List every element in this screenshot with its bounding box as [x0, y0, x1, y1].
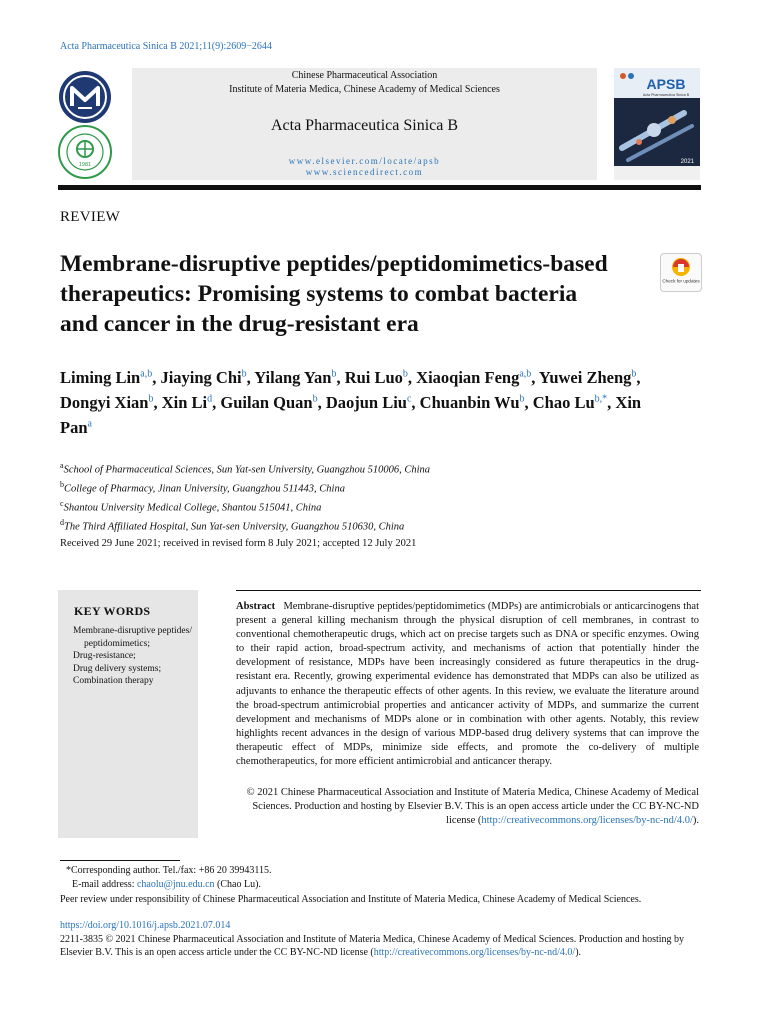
author-name: Yuwei Zheng [538, 367, 632, 387]
email-line [60, 878, 700, 892]
author-separator: , [317, 392, 326, 412]
author-name: Chao Lu [532, 392, 595, 412]
author-name: Chuanbin Wu [419, 392, 520, 412]
author [220, 393, 325, 412]
author [160, 368, 254, 387]
footer [60, 919, 700, 960]
author-affiliation-marker[interactable]: a,b [519, 368, 532, 379]
abstract-text: Membrane-disruptive peptides/peptidomimetics (MDPs) are antimicrobials or anticarcinogens that present a general killing mechanism through the physical disruption of cell membranes, in contrast to conventional chemotherapeutic drugs, which act on precise targets such as DNA or specific enzymes. Owing to their rapid action, broad-spectrum activity, and mechanisms of action that potentially hinder the development of resistance, MDPs have been increasingly considered as future therapeutics in the drug-resistant era. Recently, growing experimental evidence has demonstrated that MDPs can also be utilized as adjuvants to enhance the therapeutic effects of other agents. In this review, we evaluate the literature around the broad-spectrum antimicrobial properties and anticancer activity of MDPs, and summarize the current development and mechanisms of MDPs alone or in combination with other agents. Notably, this review highlights recent advances in the design of various MDP-based drug delivery systems that can improve the therapeutic effect of MDPs, minimize side effects, and promote the co-delivery of multiple chemotherapeutics, for more efficient antimicrobial and anticancer therapy. [236, 601, 699, 768]
author-affiliation-marker[interactable]: b [312, 393, 318, 404]
header-associations [132, 69, 597, 97]
author-name: Jiaying Chi [160, 367, 242, 387]
journal-citation[interactable]: Acta Pharmaceutica Sinica B 2021;11(9):2609−2644 [60, 41, 272, 52]
author [416, 368, 539, 387]
author-name: Liming Lin [60, 367, 141, 387]
affiliation-text: College of Pharmacy, Jinan University, Guangzhou 511443, China [64, 483, 345, 495]
author-separator: , [636, 367, 641, 387]
author-affiliation-marker[interactable]: d [207, 393, 213, 404]
author-list [60, 363, 660, 438]
affiliation [60, 497, 700, 516]
affiliation-text: Shantou University Medical College, Shantou 515041, China [63, 502, 322, 514]
author-affiliation-marker[interactable]: b [519, 393, 525, 404]
affiliation-key: d [60, 518, 64, 527]
author-separator: , [407, 367, 417, 387]
doi-link[interactable]: https://doi.org/10.1016/j.apsb.2021.07.014 [60, 920, 231, 931]
author [326, 393, 420, 412]
author-separator: , [411, 392, 420, 412]
affiliation-key: a [60, 461, 64, 470]
author-separator: , [607, 392, 616, 412]
cover-subtitle: Acta Pharmaceutica Sinica B [642, 93, 690, 97]
abstract-rule [236, 590, 701, 591]
author-separator: , [153, 392, 162, 412]
keywords-title: KEY WORDS [74, 604, 151, 618]
affiliation [60, 459, 700, 478]
author [345, 368, 416, 387]
journal-name: Acta Pharmaceutica Sinica B [270, 117, 459, 134]
issn-text: 2211-3835 © 2021 Chinese Pharmaceutical Association and Institute of Materia Medica, Chinese Academy of Medical Sciences. Production and hosting by Elsevier B.V. This is an open access article under the CC BY-NC-ND license [60, 933, 685, 959]
author [420, 393, 533, 412]
affiliation [60, 516, 700, 535]
abstract [236, 600, 699, 769]
association-line-2: Institute of Materia Medica, Chinese Academy of Medical Sciences [229, 84, 500, 95]
article-title: Membrane-disruptive peptides/peptidomimetics-based therapeutics: Promising systems to combat bacteria and cancer in the drug-resistant era [60, 251, 608, 337]
keywords-list [73, 625, 193, 688]
author [60, 368, 160, 387]
author-affiliation-marker[interactable]: c [406, 393, 412, 404]
author-affiliation-marker[interactable]: b [331, 368, 337, 379]
author [162, 393, 221, 412]
copyright-text: © 2021 Chinese Pharmaceutical Association and Institute of Materia Medica, Chinese Academy of Medical Sciences. Production and hosting by Elsevier B.V. This is an open access article under the CC BY-NC-ND license [246, 787, 699, 826]
affiliation-key: c [60, 499, 64, 508]
author-affiliation-marker[interactable]: b [148, 393, 154, 404]
author-name: Dongyi Xian [60, 392, 149, 412]
author [60, 393, 162, 412]
keyword-item: Drug-resistance; [73, 651, 136, 661]
cover-logo-text: APSB [646, 76, 686, 92]
corresponding-author-note: *Corresponding author. Tel./fax: +86 20 39943115. [66, 865, 272, 876]
footnote-rule [60, 860, 180, 861]
affiliation-text: The Third Affiliated Hospital, Sun Yat-sen University, Guangzhou 510630, China [64, 521, 405, 533]
author-separator: , [246, 367, 255, 387]
elsevier-url-link[interactable]: www.elsevier.com/locate/apsb [288, 156, 441, 166]
keyword-item: Membrane-disruptive peptides/ peptidomimetics; [73, 626, 192, 649]
author-name: Daojun Liu [325, 392, 407, 412]
author-affiliation-marker[interactable]: a,b [140, 368, 153, 379]
footer-license-link[interactable]: http://creativecommons.org/licenses/by-nc-nd/4.0/ [373, 947, 576, 959]
author [539, 368, 641, 387]
author-separator: , [531, 367, 539, 387]
author-name: Xin Li [161, 392, 208, 412]
author-name: Xin Pan [60, 392, 642, 437]
check-updates-text: Check for updates [662, 278, 700, 284]
received-dates: Received 29 June 2021; received in revised form 8 July 2021; accepted 12 July 2021 [60, 538, 417, 549]
affiliation-key: b [60, 480, 64, 489]
author-name: Guilan Quan [220, 392, 313, 412]
check-for-updates-badge[interactable] [660, 253, 702, 292]
copyright-license-link[interactable]: http://creativecommons.org/licenses/by-nc-nd/4.0/ [481, 815, 693, 826]
author-affiliation-marker[interactable]: a [87, 418, 92, 429]
header-rule [58, 185, 701, 190]
author-separator: , [336, 367, 345, 387]
author-separator: , [152, 367, 161, 387]
issn-license: 2211-3835 © 2021 Chinese Pharmaceutical Association and Institute of Materia Medica, Chinese Academy of Medical Sciences. Production and hosting by Elsevier B.V. This is an open access article under the CC BY-NC-ND license (http://creativecommons.org/licenses/by-nc-nd/4.0/). [60, 933, 685, 959]
affiliation-text: School of Pharmaceutical Sciences, Sun Yat-sen University, Guangzhou 510006, China [63, 464, 431, 476]
author [533, 393, 616, 412]
affiliations [60, 459, 700, 535]
abstract-label: Abstract [236, 601, 276, 612]
article-type: REVIEW [60, 209, 121, 225]
email-link[interactable]: chaolu@jnu.edu.cn [136, 879, 215, 891]
imm-logo [58, 125, 112, 179]
logo-year-text: 1981 [78, 162, 92, 168]
affiliation [60, 478, 700, 497]
email-suffix: (Chao Lu). [214, 879, 261, 891]
copyright-notice: © 2021 Chinese Pharmaceutical Association and Institute of Materia Medica, Chinese Academy of Medical Sciences. Production and hosting by Elsevier B.V. This is an open access article under the CC BY-NC-ND license (http://creativecommons.org/licenses/by-nc-nd/4.0/). [246, 787, 699, 826]
peer-review-note: Peer review under responsibility of Chinese Pharmaceutical Association and Institute of Materia Medica, Chinese Academy of Medical Sciences. [60, 893, 642, 905]
author [254, 368, 344, 387]
cover-year: 2021 [680, 159, 694, 165]
sciencedirect-url-link[interactable]: www.sciencedirect.com [305, 167, 424, 177]
keyword-item: Drug delivery systems; [73, 663, 162, 674]
author-affiliation-marker[interactable]: b,* [594, 393, 608, 404]
journal-cover-image [614, 68, 700, 180]
author-separator: , [524, 392, 533, 412]
author-name: Rui Luo [344, 367, 403, 387]
author-affiliation-marker[interactable]: b [402, 368, 408, 379]
journal-urls [132, 156, 597, 178]
author-separator: , [212, 392, 221, 412]
association-line-1: Chinese Pharmaceutical Association [291, 70, 438, 81]
email-label: E-mail address: [72, 879, 137, 891]
author-name: Xiaoqian Feng [416, 367, 520, 387]
cpa-logo [58, 70, 112, 124]
keyword-item: Combination therapy [73, 676, 154, 686]
author-affiliation-marker[interactable]: b [241, 368, 247, 379]
author-affiliation-marker[interactable]: b [631, 368, 637, 379]
footnotes [60, 864, 700, 907]
author-name: Yilang Yan [254, 367, 332, 387]
